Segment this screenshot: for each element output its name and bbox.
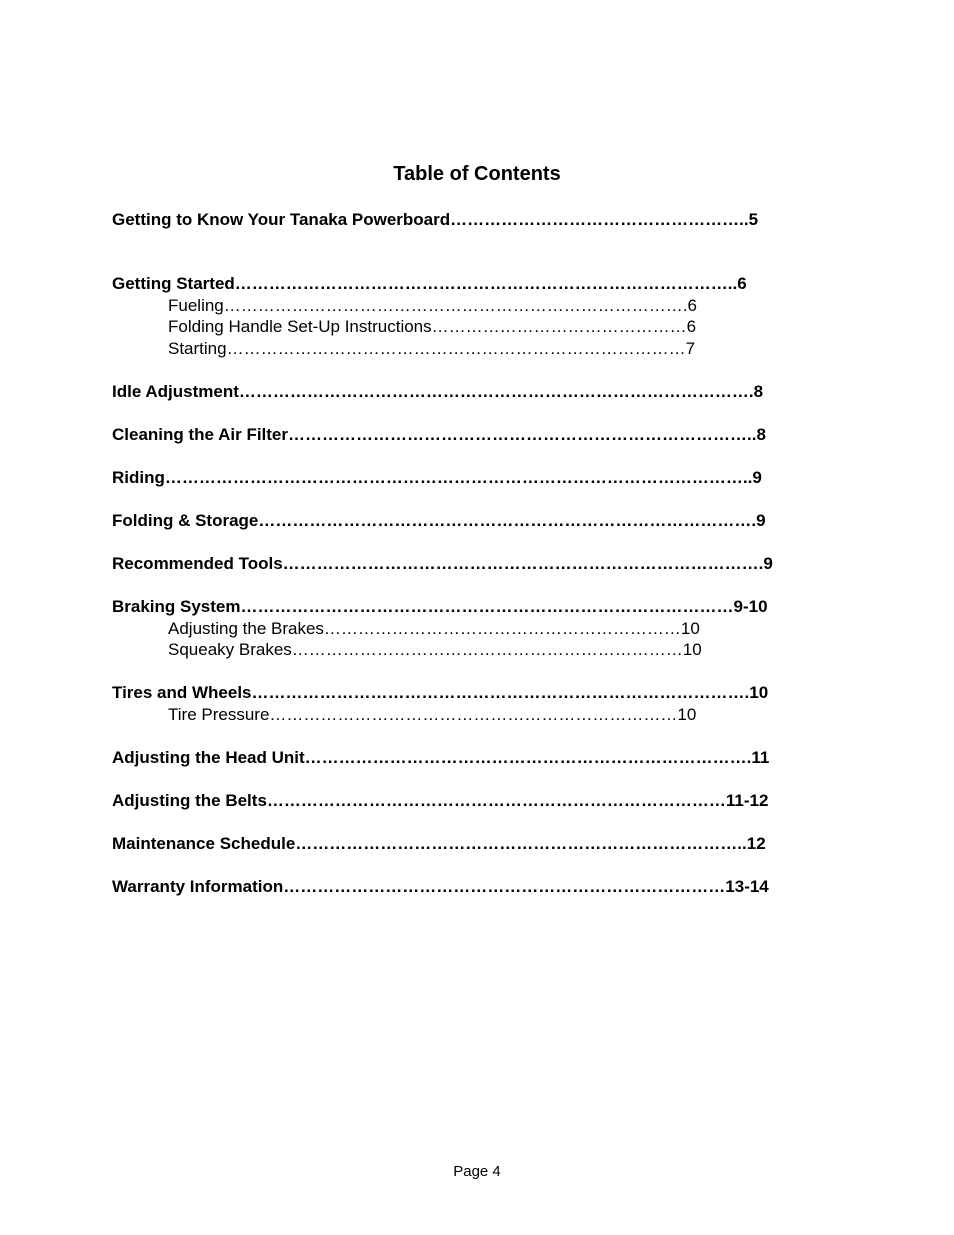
- toc-entry-label: Cleaning the Air Filter: [112, 425, 289, 444]
- toc-entry-label: Adjusting the Brakes: [168, 619, 324, 638]
- toc-entry-leader: ………………………………………………………………………: [226, 339, 686, 358]
- toc-entry-label: Squeaky Brakes: [168, 640, 292, 659]
- toc-entry-page: 10: [680, 619, 700, 638]
- toc-entry-leader: …………………………………………………………………….: [304, 748, 752, 767]
- toc-entry-label: Adjusting the Belts: [112, 791, 267, 810]
- toc-entry-leader: ……………………………………………………………………………..: [234, 274, 738, 293]
- toc-entry-cleaning-air-filter[interactable]: [112, 425, 766, 445]
- toc-entry-leader: ………………………………………………………………: [269, 705, 678, 724]
- page-number: Page 4: [453, 1163, 501, 1180]
- toc-entry-leader: ……………………………………………………………………..: [295, 834, 747, 853]
- toc-entry-page: 6: [686, 317, 697, 336]
- toc-subentry-folding-handle[interactable]: [168, 317, 696, 337]
- toc-entry-leader: ……………………………………………..: [450, 210, 749, 229]
- toc-entry-label: Folding Handle Set-Up Instructions: [168, 317, 432, 336]
- toc-entry-leader: …………………………………………………………………………………………..: [164, 468, 753, 487]
- toc-entry-label: Idle Adjustment: [112, 382, 239, 401]
- toc-entry-leader: ………………………………………………………………………….: [282, 554, 764, 573]
- toc-entry-leader: ……………………………………………………………………….: [223, 296, 688, 315]
- toc-entry-tires-wheels[interactable]: [112, 683, 768, 703]
- toc-entry-page: 8: [756, 425, 766, 444]
- toc-entry-label: Tire Pressure: [168, 705, 270, 724]
- toc-entry-page: 6: [687, 296, 697, 315]
- toc-entry-label: Maintenance Schedule: [112, 834, 296, 853]
- toc-entry-page: 11: [751, 748, 770, 767]
- toc-entry-maintenance-schedule[interactable]: [112, 834, 766, 854]
- toc-entry-label: Getting Started: [112, 274, 235, 293]
- toc-entry-leader: ………………………………………………………: [323, 619, 681, 638]
- toc-entry-adjusting-belts[interactable]: [112, 791, 768, 811]
- toc-entry-label: Fueling: [168, 296, 224, 315]
- toc-subentry-fueling[interactable]: [168, 296, 697, 316]
- toc-entry-leader: ……………………………………………………………: [291, 640, 683, 659]
- toc-entry-page: 9-10: [733, 597, 768, 616]
- toc-entry-label: Warranty Information: [112, 877, 284, 896]
- toc-entry-folding-storage[interactable]: [112, 511, 766, 531]
- toc-entry-getting-started[interactable]: [112, 274, 747, 294]
- toc-entry-page: 12: [746, 834, 766, 853]
- toc-entry-leader: ………………………………………………………………………..: [288, 425, 757, 444]
- toc-subentry-tire-pressure[interactable]: [168, 705, 696, 725]
- toc-entry-warranty-information[interactable]: [112, 877, 769, 897]
- toc-entry-label: Tires and Wheels: [112, 683, 252, 702]
- toc-entry-leader: …………………………………………………………………………….: [251, 683, 750, 702]
- toc-entry-page: 5: [748, 210, 759, 229]
- toc-entry-adjusting-head-unit[interactable]: [112, 748, 769, 768]
- toc-entry-page: 8: [753, 382, 764, 401]
- toc-entry-label: Adjusting the Head Unit: [112, 748, 305, 767]
- toc-entry-label: Starting: [168, 339, 227, 358]
- toc-entry-idle-adjustment[interactable]: [112, 382, 763, 402]
- toc-entry-page: 11-12: [725, 791, 769, 810]
- toc-entry-getting-to-know[interactable]: [112, 210, 758, 230]
- page-title: Table of Contents: [393, 163, 561, 185]
- toc-subentry-starting[interactable]: [168, 339, 695, 359]
- toc-entry-riding[interactable]: [112, 468, 762, 488]
- toc-entry-page: 9: [756, 511, 766, 530]
- toc-entry-leader: ………………………………………………………………………: [266, 791, 726, 810]
- toc-entry-leader: ……………………………………………………………………: [283, 877, 726, 896]
- toc-entry-leader: ………………………………………: [431, 317, 687, 336]
- toc-entry-label: Riding: [112, 468, 165, 487]
- toc-entry-label: Folding & Storage: [112, 511, 259, 530]
- toc-entry-leader: …………………………………………………………………………….: [258, 511, 757, 530]
- toc-entry-page: 10: [749, 683, 769, 702]
- toc-entry-label: Getting to Know Your Tanaka Powerboard: [112, 210, 451, 229]
- toc-entry-recommended-tools[interactable]: [112, 554, 773, 574]
- toc-subentry-squeaky-brakes[interactable]: [168, 640, 702, 660]
- toc-entry-page: 9: [763, 554, 773, 573]
- toc-entry-page: 10: [677, 705, 697, 724]
- toc-entry-leader: ……………………………………………………………………………….: [238, 382, 754, 401]
- toc-entry-page: 7: [685, 339, 696, 358]
- toc-entry-label: Recommended Tools: [112, 554, 283, 573]
- toc-entry-page: 9: [752, 468, 762, 487]
- toc-entry-leader: ……………………………………………………………………………: [240, 597, 734, 616]
- toc-subentry-adjusting-brakes[interactable]: [168, 619, 700, 639]
- toc-entry-label: Braking System: [112, 597, 241, 616]
- toc-entry-page: 6: [737, 274, 747, 293]
- toc-entry-page: 13-14: [725, 877, 769, 896]
- toc-entry-braking-system[interactable]: [112, 597, 768, 617]
- toc-entry-page: 10: [682, 640, 702, 659]
